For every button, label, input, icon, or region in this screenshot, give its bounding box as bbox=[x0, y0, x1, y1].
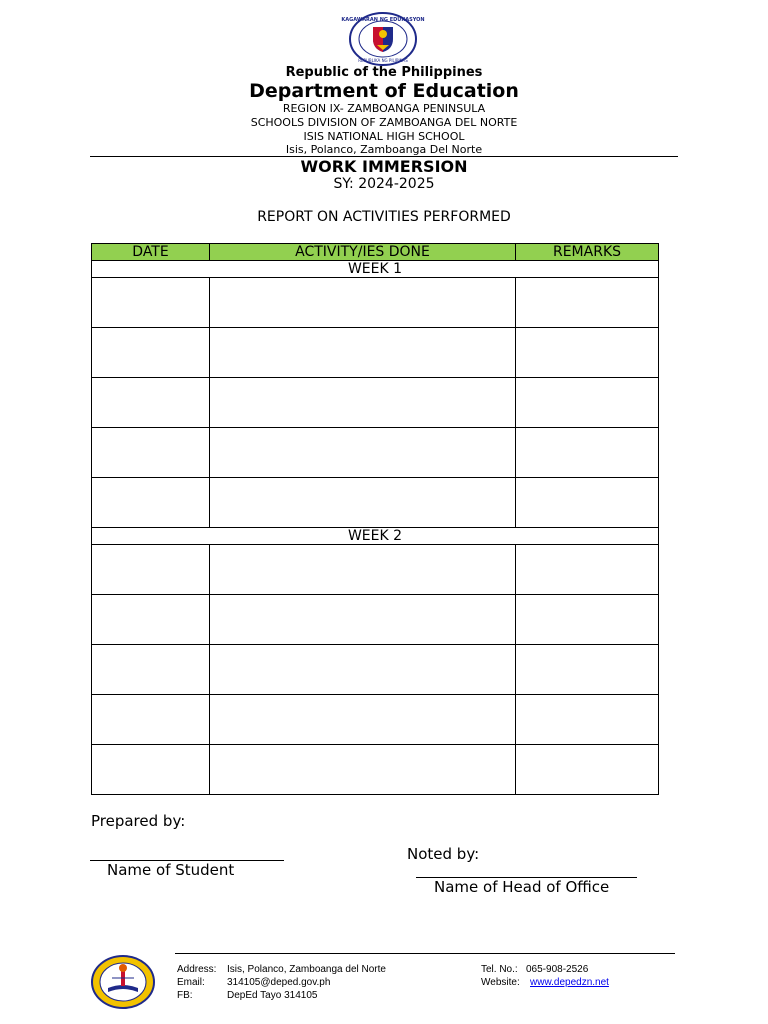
table-row bbox=[92, 278, 659, 328]
remarks-cell[interactable] bbox=[516, 595, 659, 645]
week-label: WEEK 2 bbox=[92, 528, 659, 545]
date-cell[interactable] bbox=[92, 695, 210, 745]
table-row bbox=[92, 378, 659, 428]
table-row bbox=[92, 745, 659, 795]
date-cell[interactable] bbox=[92, 328, 210, 378]
noted-by-label: Noted by: bbox=[407, 845, 480, 863]
school-logo bbox=[90, 954, 156, 1010]
footer-address-label: Address: bbox=[177, 964, 217, 975]
date-cell[interactable] bbox=[92, 545, 210, 595]
remarks-cell[interactable] bbox=[516, 745, 659, 795]
division-line: SCHOOLS DIVISION OF ZAMBOANGA DEL NORTE bbox=[250, 116, 518, 129]
footer-tel-label: Tel. No.: bbox=[481, 964, 518, 975]
region-line: REGION IX- ZAMBOANGA PENINSULA bbox=[282, 102, 486, 115]
footer-address: Isis, Polanco, Zamboanga del Norte bbox=[227, 964, 386, 975]
footer-fb: DepEd Tayo 314105 bbox=[227, 990, 318, 1001]
table-row bbox=[92, 478, 659, 528]
prepared-by-label: Prepared by: bbox=[91, 812, 186, 830]
activity-cell[interactable] bbox=[210, 328, 516, 378]
week-row bbox=[92, 528, 659, 545]
date-cell[interactable] bbox=[92, 278, 210, 328]
column-header-activities: ACTIVITY/IES DONE bbox=[210, 244, 516, 261]
activities-table bbox=[91, 243, 659, 795]
head-of-office-label: Name of Head of Office bbox=[434, 878, 610, 896]
column-header-remarks: REMARKS bbox=[516, 244, 659, 261]
school-year: SY: 2024-2025 bbox=[333, 176, 435, 192]
activity-cell[interactable] bbox=[210, 428, 516, 478]
week-row bbox=[92, 261, 659, 278]
report-subtitle: REPORT ON ACTIVITIES PERFORMED bbox=[257, 209, 511, 225]
footer-fb-label: FB: bbox=[177, 990, 193, 1001]
table-header-row bbox=[92, 244, 659, 261]
date-cell[interactable] bbox=[92, 645, 210, 695]
activity-cell[interactable] bbox=[210, 378, 516, 428]
date-cell[interactable] bbox=[92, 378, 210, 428]
activity-cell[interactable] bbox=[210, 545, 516, 595]
table-row bbox=[92, 545, 659, 595]
activity-cell[interactable] bbox=[210, 645, 516, 695]
date-cell[interactable] bbox=[92, 745, 210, 795]
activity-cell[interactable] bbox=[210, 478, 516, 528]
remarks-cell[interactable] bbox=[516, 478, 659, 528]
seal-text-bottom: REPUBLIKA NG PILIPINAS bbox=[358, 58, 408, 63]
date-cell[interactable] bbox=[92, 428, 210, 478]
remarks-cell[interactable] bbox=[516, 695, 659, 745]
remarks-cell[interactable] bbox=[516, 278, 659, 328]
activity-cell[interactable] bbox=[210, 595, 516, 645]
activity-cell[interactable] bbox=[210, 745, 516, 795]
date-cell[interactable] bbox=[92, 595, 210, 645]
department-heading: Department of Education bbox=[249, 80, 519, 102]
column-header-date: DATE bbox=[92, 244, 210, 261]
activity-cell[interactable] bbox=[210, 278, 516, 328]
table-row bbox=[92, 428, 659, 478]
activity-cell[interactable] bbox=[210, 695, 516, 745]
footer-website-label: Website: bbox=[481, 977, 520, 988]
remarks-cell[interactable] bbox=[516, 645, 659, 695]
remarks-cell[interactable] bbox=[516, 328, 659, 378]
document-title: WORK IMMERSION bbox=[300, 157, 468, 176]
week-label: WEEK 1 bbox=[92, 261, 659, 278]
table-row bbox=[92, 645, 659, 695]
remarks-cell[interactable] bbox=[516, 545, 659, 595]
footer-tel: 065-908-2526 bbox=[526, 964, 589, 975]
footer-divider bbox=[175, 953, 675, 954]
footer-website-link[interactable]: www.depedzn.net bbox=[530, 977, 609, 988]
date-cell[interactable] bbox=[92, 478, 210, 528]
deped-seal-logo bbox=[341, 12, 425, 66]
table-row bbox=[92, 328, 659, 378]
seal-text-top: KAGAWARAN NG EDUKASYON bbox=[341, 17, 425, 23]
student-name-label: Name of Student bbox=[107, 861, 235, 879]
table-row bbox=[92, 595, 659, 645]
table-row bbox=[92, 695, 659, 745]
school-address-line: Isis, Polanco, Zamboanga Del Norte bbox=[285, 143, 483, 156]
footer-email: 314105@deped.gov.ph bbox=[227, 977, 331, 988]
remarks-cell[interactable] bbox=[516, 428, 659, 478]
footer-email-label: Email: bbox=[177, 977, 205, 988]
republic-heading: Republic of the Philippines bbox=[285, 65, 483, 80]
school-line: ISIS NATIONAL HIGH SCHOOL bbox=[303, 130, 465, 143]
remarks-cell[interactable] bbox=[516, 378, 659, 428]
